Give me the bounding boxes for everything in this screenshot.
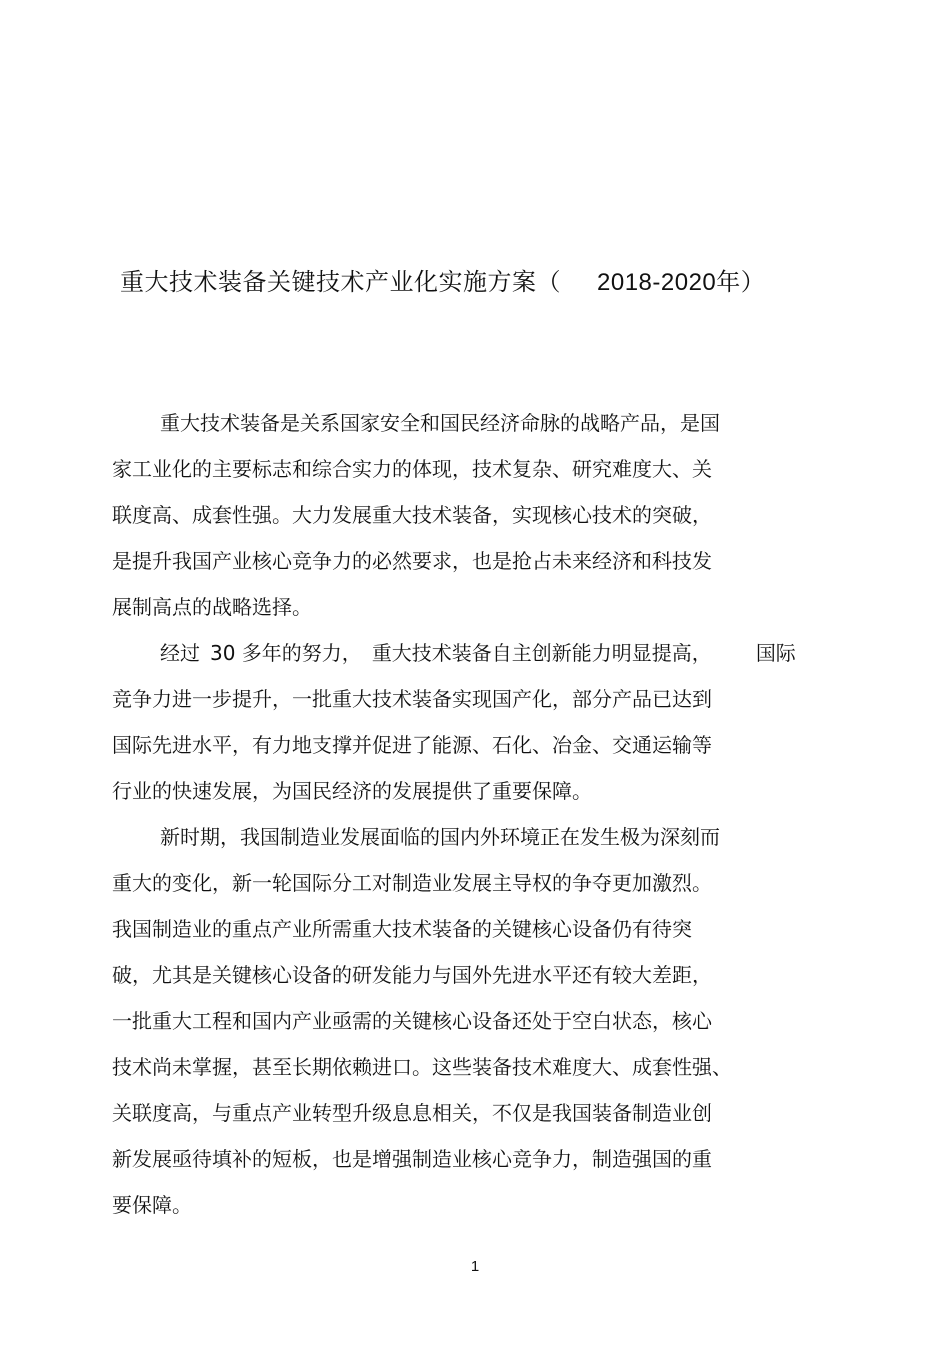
paragraph-line: 要保障。 (112, 1193, 192, 1217)
paragraph-line: 重大技术装备是关系国家安全和国民经济命脉的战略产品，是国 (160, 411, 720, 435)
paragraph-line: 行业的快速发展，为国民经济的发展提供了重要保障。 (112, 779, 592, 803)
text-fragment: 30 多年的努力， (210, 641, 362, 665)
paragraph-line: 家工业化的主要标志和综合实力的体现，技术复杂、研究难度大、关 (112, 457, 712, 481)
paragraph-line: 联度高、成套性强。大力发展重大技术装备，实现核心技术的突破， (112, 503, 712, 527)
paragraph-3 (112, 814, 852, 1228)
paragraph-line: 重大的变化，新一轮国际分工对制造业发展主导权的争夺更加激烈。 (112, 871, 712, 895)
paragraph-line: 破，尤其是关键核心设备的研发能力与国外先进水平还有较大差距， (112, 963, 712, 987)
paragraph-first-line (112, 630, 852, 676)
paragraph-line: 是提升我国产业核心竞争力的必然要求，也是抢占未来经济和科技发 (112, 549, 712, 573)
paragraph-line: 竞争力进一步提升，一批重大技术装备实现国产化，部分产品已达到 (112, 687, 712, 711)
document-body (112, 400, 852, 1228)
paragraph-1 (112, 400, 852, 630)
title-text: 重大技术装备关键技术产业化实施方案（ (120, 268, 561, 296)
paragraph-line: 技术尚未掌握，甚至长期依赖进口。这些装备技术难度大、成套性强、 (112, 1055, 732, 1079)
paragraph-2 (112, 630, 852, 814)
paragraph-line: 新时期，我国制造业发展面临的国内外环境正在发生极为深刻而 (160, 825, 720, 849)
text-fragment: 国际 (755, 641, 796, 665)
title-years: 2018-2020年） (597, 269, 766, 296)
paragraph-line: 关联度高，与重点产业转型升级息息相关，不仅是我国装备制造业创 (112, 1101, 712, 1125)
paragraph-line: 新发展亟待填补的短板，也是增强制造业核心竞争力，制造强国的重 (112, 1147, 712, 1171)
text-fragment: 经过 (160, 641, 200, 665)
paragraph-line: 展制高点的战略选择。 (112, 595, 312, 619)
paragraph-line: 国际先进水平，有力地支撑并促进了能源、石化、冶金、交通运输等 (112, 733, 712, 757)
page-number: 1 (470, 1258, 480, 1275)
text-fragment: 重大技术装备自主创新能力明显提高， (371, 641, 712, 665)
document-title (120, 262, 880, 302)
paragraph-line: 我国制造业的重点产业所需重大技术装备的关键核心设备仍有待突 (112, 917, 692, 941)
paragraph-line: 一批重大工程和国内产业亟需的关键核心设备还处于空白状态，核心 (112, 1009, 712, 1033)
